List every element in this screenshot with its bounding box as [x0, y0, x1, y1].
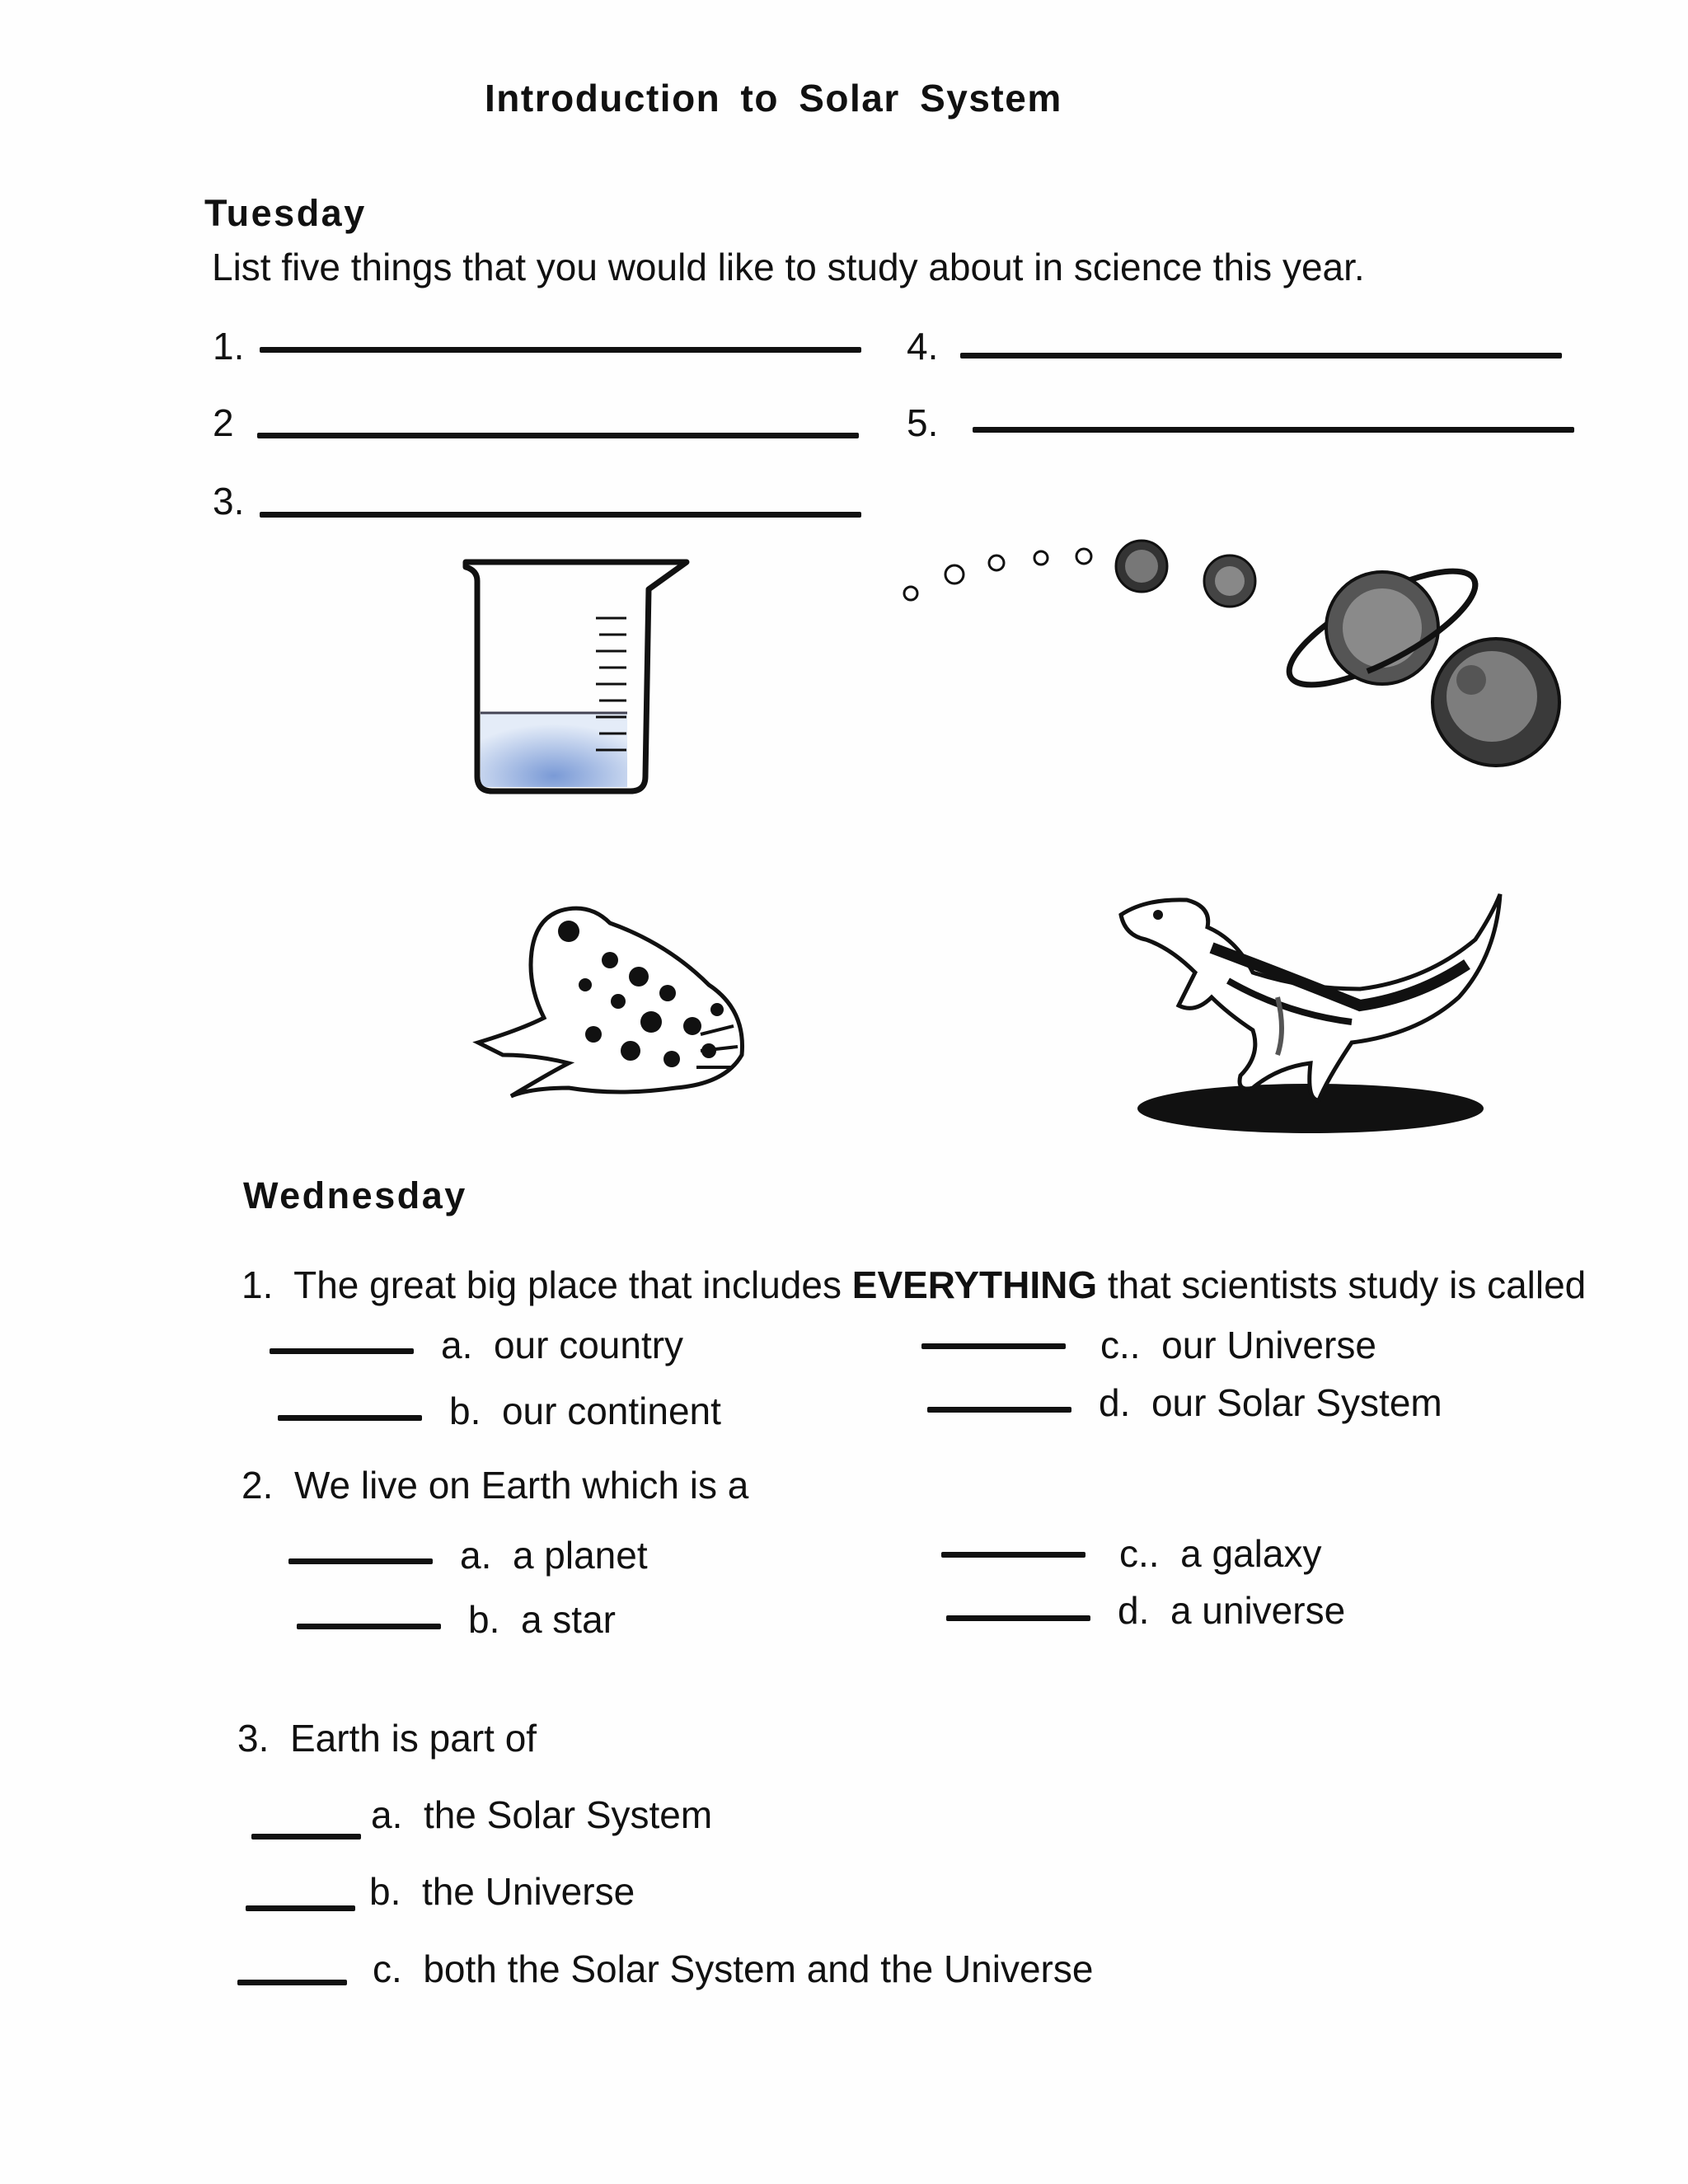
q2-option-a-blank[interactable] [288, 1558, 433, 1564]
answer-line-4[interactable] [960, 353, 1562, 359]
q2-option-b-blank[interactable] [297, 1624, 441, 1629]
question-1 [241, 1263, 1586, 1307]
q3-option-a-blank[interactable] [251, 1834, 361, 1840]
frog-drawing [453, 886, 767, 1108]
q2-option-c[interactable]: c.. a galaxy [1119, 1532, 1322, 1575]
q2-option-d[interactable]: d. a universe [1118, 1589, 1346, 1632]
answer-line-5[interactable] [973, 427, 1574, 433]
dinosaur-drawing [1113, 890, 1525, 1137]
question-3-number: 3. [237, 1717, 270, 1760]
q1-option-b[interactable]: b. our continent [449, 1390, 721, 1432]
q2-option-b[interactable]: b. a star [468, 1598, 616, 1641]
q2-option-c-blank[interactable] [941, 1552, 1085, 1558]
q1-option-a[interactable]: a. our country [441, 1324, 684, 1366]
q3-option-c-blank[interactable] [237, 1980, 347, 1985]
page-title: Introduction to Solar System [485, 77, 1062, 120]
list-number-3: 3. [213, 480, 245, 523]
question-1-number: 1. [241, 1263, 274, 1306]
question-3-text: Earth is part of [289, 1717, 537, 1760]
answer-line-1[interactable] [260, 347, 861, 353]
q1-option-c-blank[interactable] [921, 1343, 1066, 1349]
list-number-5: 5. [907, 401, 939, 444]
question-2-number: 2. [241, 1464, 274, 1507]
question-1-text-start: The great big place that includes [293, 1263, 852, 1306]
question-3 [237, 1716, 537, 1760]
q3-option-b[interactable]: b. the Universe [369, 1870, 635, 1913]
list-number-1: 1. [213, 325, 245, 368]
q1-option-b-blank[interactable] [278, 1415, 422, 1421]
question-2 [241, 1463, 748, 1507]
q2-option-a[interactable]: a. a planet [460, 1534, 648, 1577]
q1-option-d-blank[interactable] [927, 1407, 1071, 1413]
tuesday-prompt: List five things that you would like to study about in science this year. [212, 246, 1365, 288]
tuesday-heading: Tuesday [204, 192, 367, 234]
q3-option-a[interactable]: a. the Solar System [371, 1793, 713, 1836]
answer-line-2[interactable] [257, 433, 859, 438]
question-2-text: We live on Earth which is a [293, 1464, 749, 1507]
q1-option-d[interactable]: d. our Solar System [1099, 1381, 1442, 1424]
list-number-2: 2 [213, 401, 234, 444]
beaker-icon [457, 552, 692, 799]
solar-system-planets [894, 532, 1570, 771]
q1-option-a-blank[interactable] [270, 1348, 414, 1354]
q2-option-d-blank[interactable] [946, 1615, 1090, 1621]
question-1-emphasis: EVERYTHING [851, 1263, 1098, 1306]
list-number-4: 4. [907, 325, 939, 368]
q3-option-b-blank[interactable] [246, 1905, 355, 1911]
question-1-text-end: that scientists study is called [1097, 1263, 1587, 1306]
answer-line-3[interactable] [260, 512, 861, 518]
q1-option-c[interactable]: c.. our Universe [1100, 1324, 1376, 1366]
q3-option-c[interactable]: c. both the Solar System and the Universe [373, 1947, 1094, 1990]
wednesday-heading: Wednesday [243, 1174, 467, 1216]
